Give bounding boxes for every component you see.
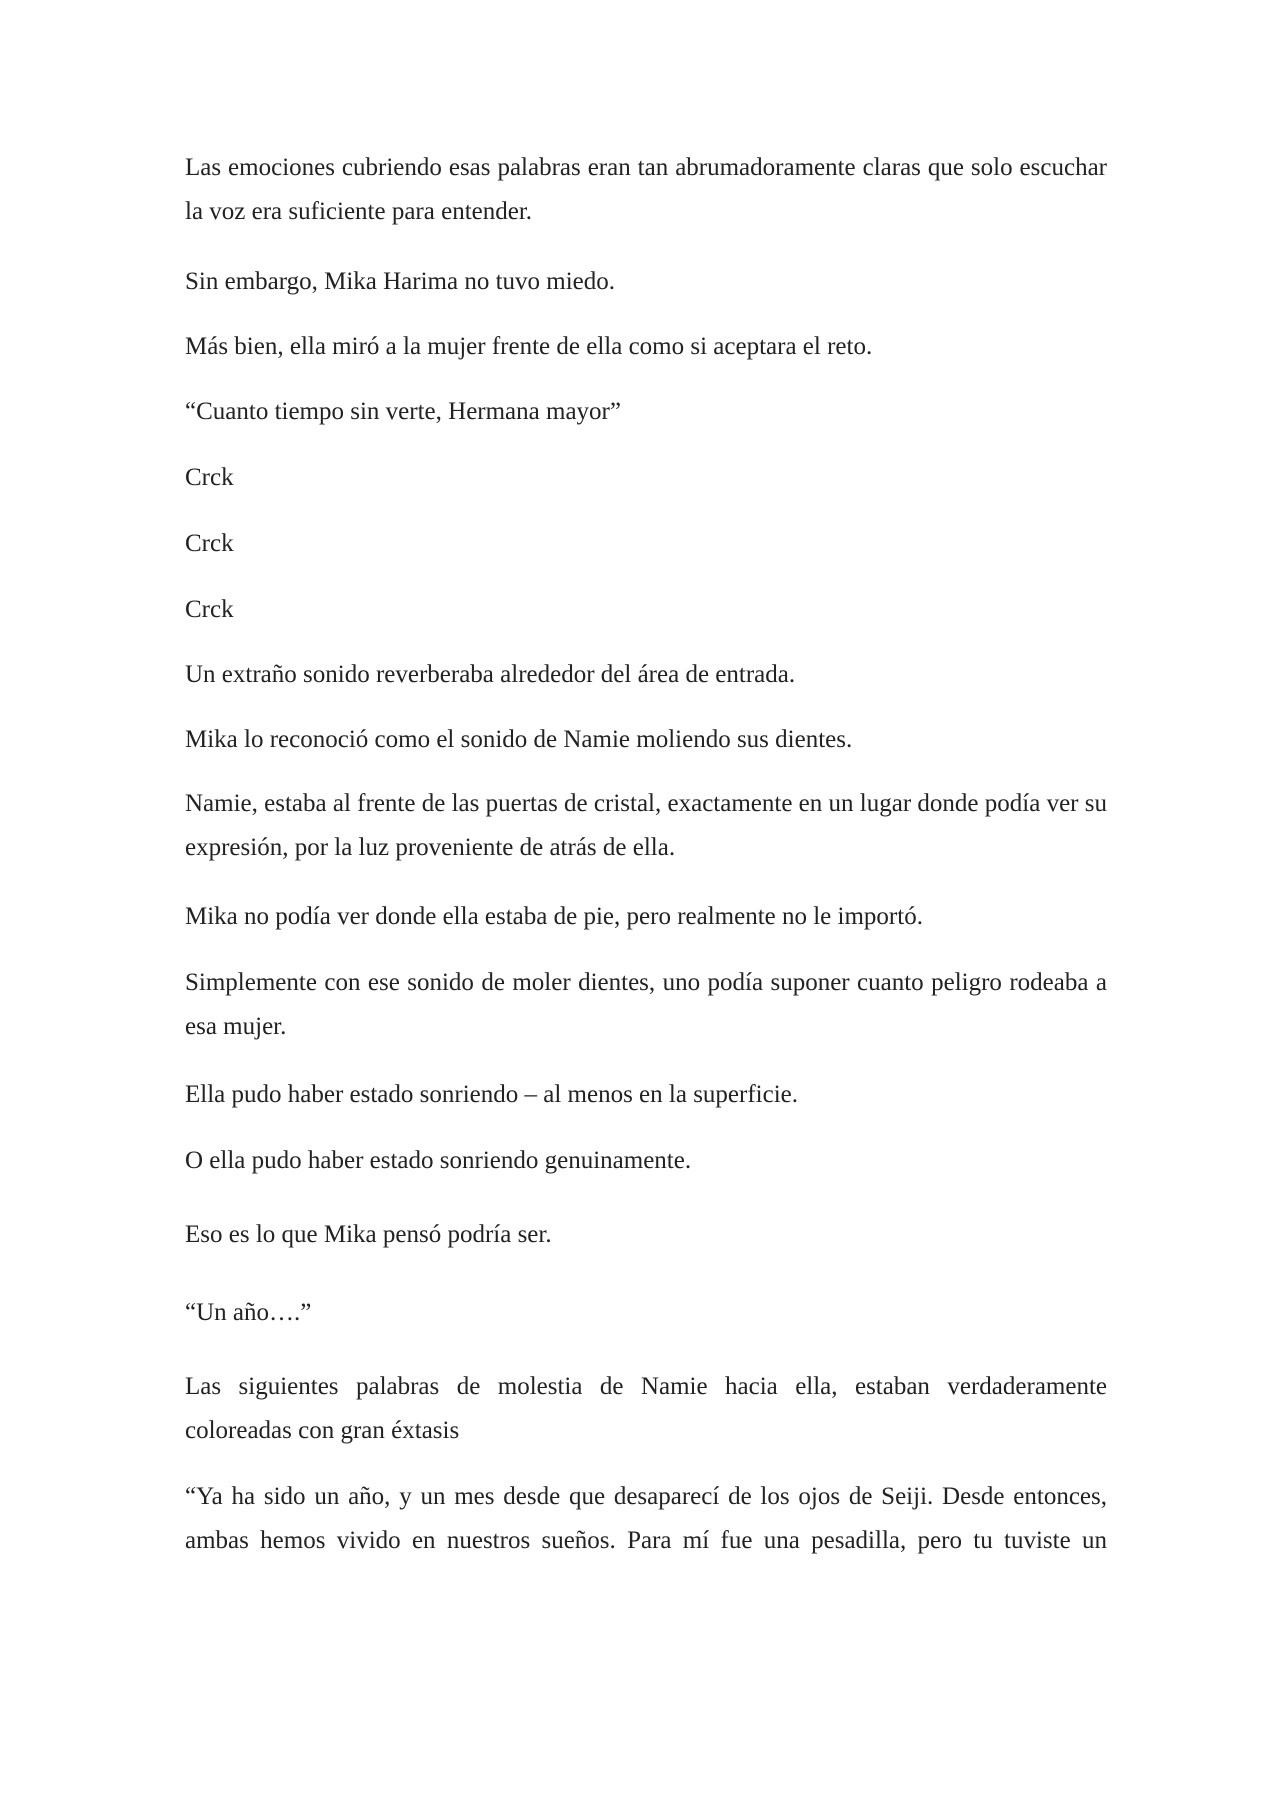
paragraph-14: O ella pudo haber estado sonriendo genuinamente. [185, 1147, 692, 1174]
paragraph-12: Simplemente con ese sonido de moler dientes, uno podía suponer cuanto peligro rodeaba a esa mujer. [185, 969, 1107, 1040]
paragraph-16: “Un año….” [185, 1299, 312, 1326]
paragraph-17: Las siguientes palabras de molestia de Namie hacia ella, estaban verdaderamente coloreadas con gran éxtasis [185, 1373, 1107, 1444]
paragraph-9: Mika lo reconoció como el sonido de Namie moliendo sus dientes. [185, 726, 853, 753]
paragraph-13: Ella pudo haber estado sonriendo – al menos en la superficie. [185, 1081, 799, 1108]
paragraph-5: Crck [185, 464, 234, 491]
paragraph-3: Más bien, ella miró a la mujer frente de ella como si aceptara el reto. [185, 333, 873, 360]
paragraph-7: Crck [185, 596, 234, 623]
paragraph-11: Mika no podía ver donde ella estaba de pie, pero realmente no le importó. [185, 903, 923, 930]
paragraph-10: Namie, estaba al frente de las puertas de cristal, exactamente en un lugar donde podía ver su expresión, por la luz proveniente de atrás de ella. [185, 790, 1107, 861]
paragraph-2: Sin embargo, Mika Harima no tuvo miedo. [185, 268, 616, 295]
paragraph-6: Crck [185, 530, 234, 557]
paragraph-1: Las emociones cubriendo esas palabras eran tan abrumadoramente claras que solo escuchar la voz era suficiente para entender. [185, 154, 1107, 225]
paragraph-8: Un extraño sonido reverberaba alrededor del área de entrada. [185, 661, 796, 688]
paragraph-4: “Cuanto tiempo sin verte, Hermana mayor” [185, 398, 621, 425]
paragraph-18: “Ya ha sido un año, y un mes desde que desaparecí de los ojos de Seiji. Desde entonces, ambas hemos vivido en nuestros sueños. Para mí fue una pesadilla, pero tu tuviste un [185, 1483, 1107, 1554]
paragraph-15: Eso es lo que Mika pensó podría ser. [185, 1221, 552, 1248]
